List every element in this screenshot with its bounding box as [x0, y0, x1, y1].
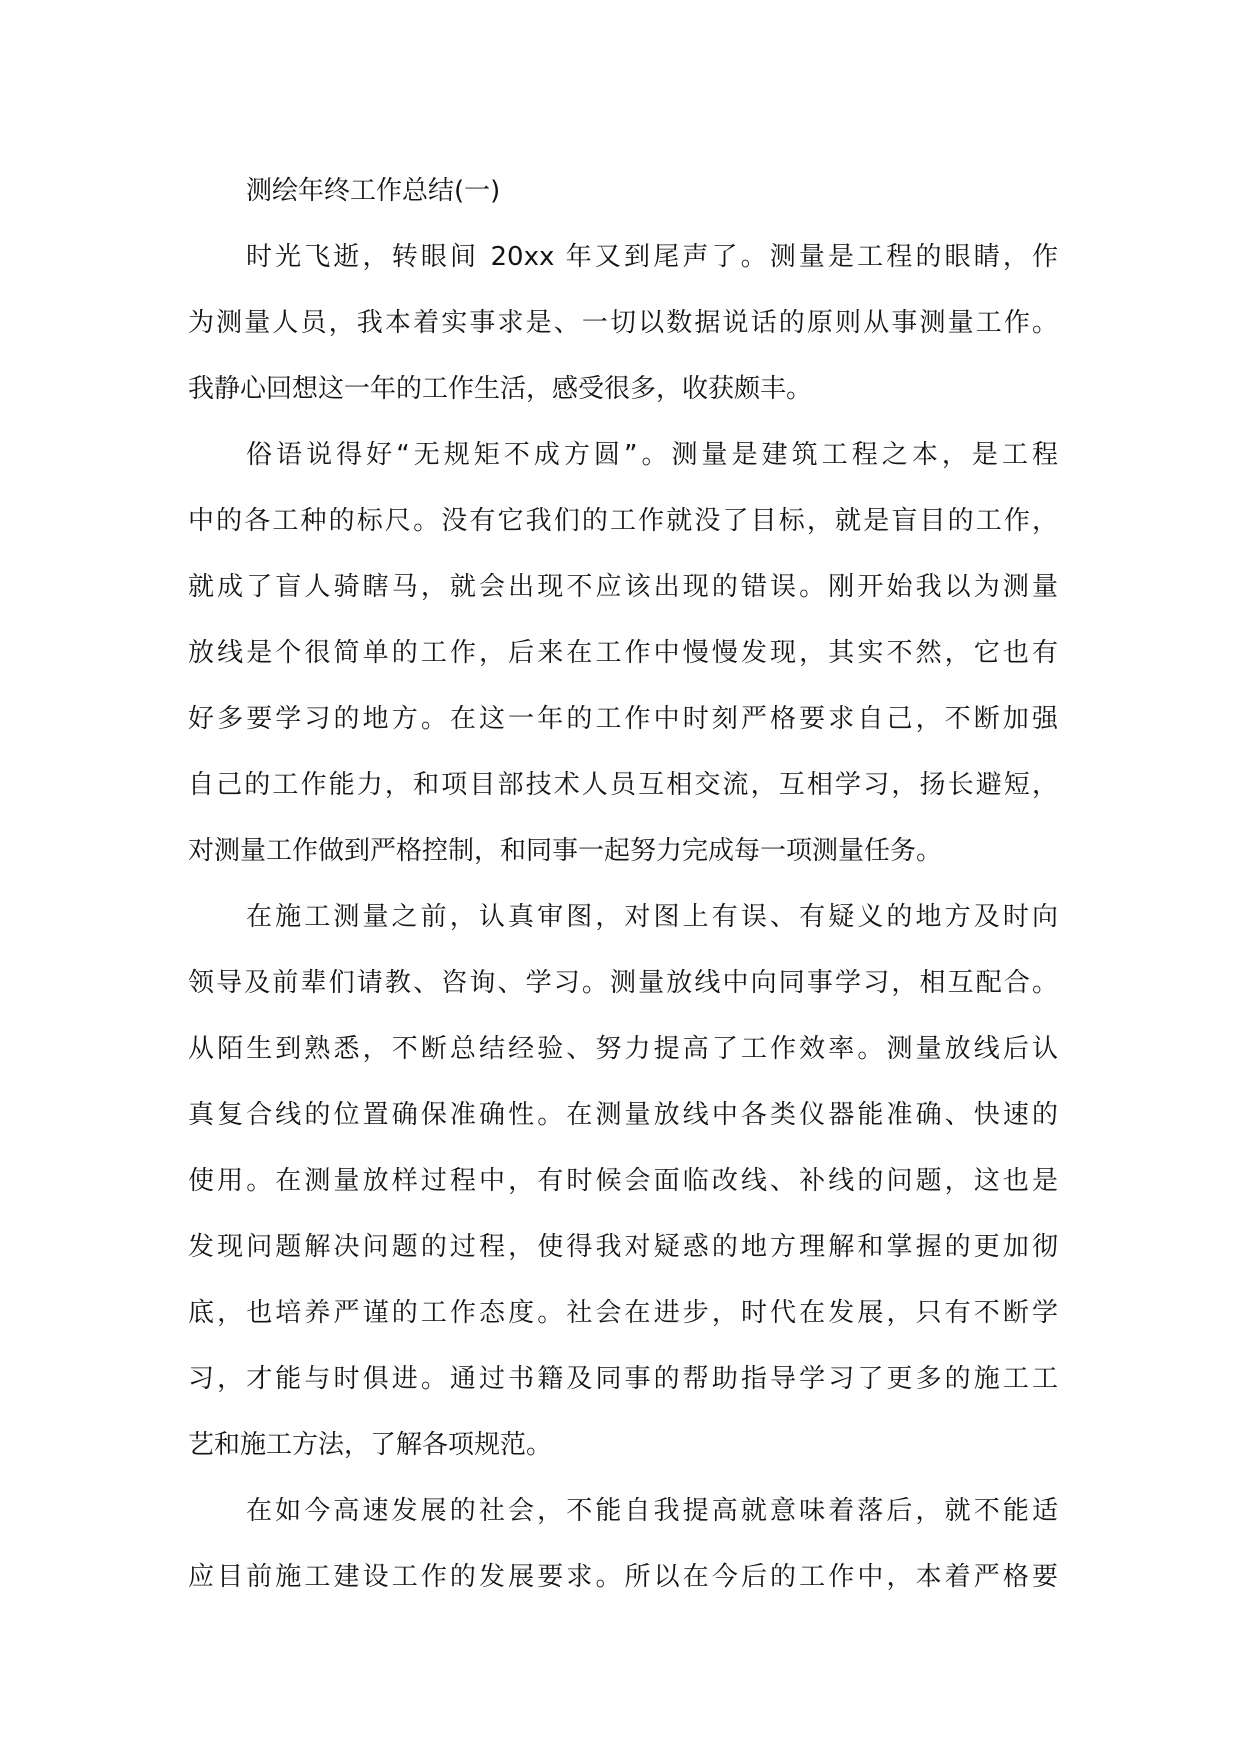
paragraph-line: 在如今高速发展的社会，不能自我提高就意味着落后，就不能适 — [246, 1496, 1058, 1526]
paragraph-line: 自己的工作能力，和项目部技术人员互相交流，互相学习，扬长避短， — [188, 770, 1058, 800]
paragraph-line: 放线是个很简单的工作，后来在工作中慢慢发现，其实不然，它也有 — [188, 638, 1058, 668]
paragraph-3 — [188, 884, 1058, 1478]
paragraph-line: 艺和施工方法，了解各项规范。 — [188, 1430, 553, 1460]
paragraph-line: 俗语说得好“无规矩不成方圆”。测量是建筑工程之本，是工程 — [246, 440, 1058, 470]
paragraph-line: 中的各工种的标尺。没有它我们的工作就没了目标，就是盲目的工作， — [188, 506, 1058, 536]
document-title: 测绘年终工作总结(一) — [246, 176, 501, 206]
paragraph-line: 我静心回想这一年的工作生活，感受很多，收获颇丰。 — [188, 374, 813, 404]
document-body — [188, 158, 1058, 1610]
paragraph-line: 就成了盲人骑瞎马，就会出现不应该出现的错误。刚开始我以为测量 — [188, 572, 1058, 602]
paragraph-4 — [188, 1478, 1058, 1610]
paragraph-line: 好多要学习的地方。在这一年的工作中时刻严格要求自己，不断加强 — [188, 704, 1058, 734]
paragraph-line: 在施工测量之前，认真审图，对图上有误、有疑义的地方及时向 — [246, 902, 1058, 932]
paragraph-line: 真复合线的位置确保准确性。在测量放线中各类仪器能准确、快速的 — [188, 1100, 1058, 1130]
paragraph-line: 应目前施工建设工作的发展要求。所以在今后的工作中，本着严格要 — [188, 1562, 1058, 1592]
paragraph-line: 领导及前辈们请教、咨询、学习。测量放线中向同事学习，相互配合。 — [188, 968, 1058, 998]
paragraph-line: 使用。在测量放样过程中，有时候会面临改线、补线的问题，这也是 — [188, 1166, 1058, 1196]
paragraph-line: 为测量人员，我本着实事求是、一切以数据说话的原则从事测量工作。 — [188, 308, 1058, 338]
paragraph-line: 时光飞逝，转眼间 20xx 年又到尾声了。测量是工程的眼睛，作 — [246, 242, 1058, 272]
paragraph-1 — [188, 224, 1058, 422]
paragraph-line: 发现问题解决问题的过程，使得我对疑惑的地方理解和掌握的更加彻 — [188, 1232, 1058, 1262]
paragraph-line: 对测量工作做到严格控制，和同事一起努力完成每一项测量任务。 — [188, 836, 943, 866]
paragraph-line: 从陌生到熟悉，不断总结经验、努力提高了工作效率。测量放线后认 — [188, 1034, 1058, 1064]
paragraph-line: 习，才能与时俱进。通过书籍及同事的帮助指导学习了更多的施工工 — [188, 1364, 1058, 1394]
paragraph-2 — [188, 422, 1058, 884]
paragraph-line: 底，也培养严谨的工作态度。社会在进步，时代在发展，只有不断学 — [188, 1298, 1058, 1328]
